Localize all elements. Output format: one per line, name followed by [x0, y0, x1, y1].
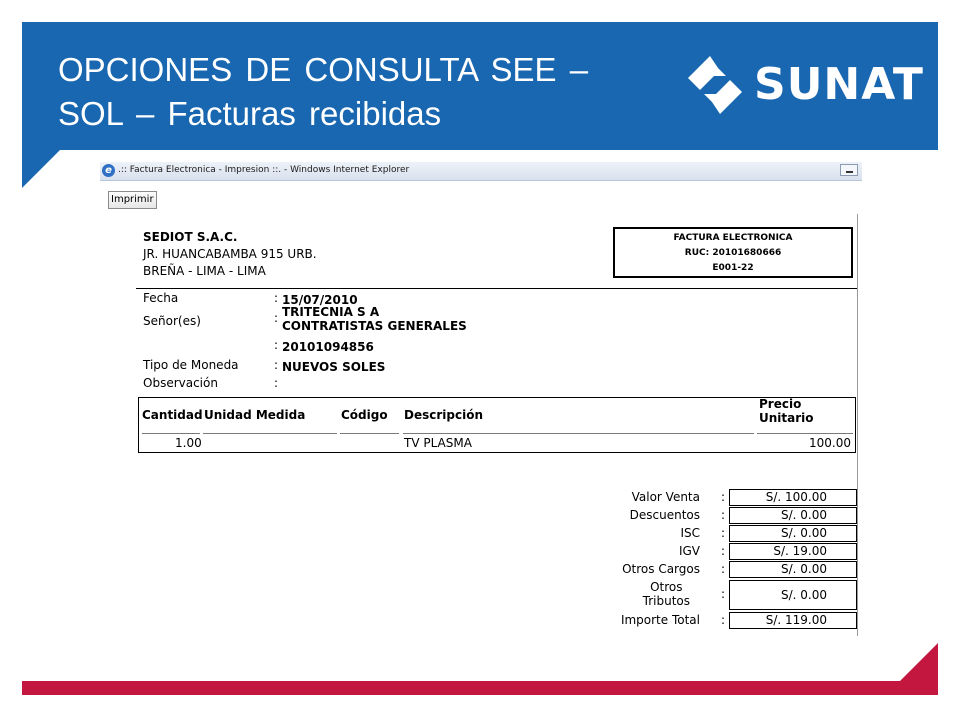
- header-underline: [142, 433, 200, 434]
- issuer-ruc: RUC: 20101680666: [684, 248, 782, 258]
- total-colon: :: [721, 490, 726, 504]
- header-underline: [203, 433, 337, 434]
- field-colon: :: [274, 376, 279, 390]
- slide-title: OPCIONES DE CONSULTA SEE – SOL – Facturas recibidas: [58, 51, 589, 132]
- cell-cantidad: 1.00: [175, 436, 202, 450]
- senor-value-line-1: TRITECNIA S A: [282, 305, 380, 319]
- total-value-igv: S/. 19.00: [729, 543, 857, 560]
- header-underline: [340, 433, 399, 434]
- total-label-otros-cargos: Otros Cargos: [622, 562, 700, 576]
- sunat-logo-icon: [684, 54, 746, 116]
- sunat-logo: [684, 52, 924, 116]
- company-address-line-1: JR. HUANCABAMBA 915 URB.: [143, 247, 317, 261]
- field-colon: :: [274, 311, 279, 325]
- company-address-line-2: BREÑA - LIMA - LIMA: [143, 264, 266, 278]
- invoice-document: [136, 217, 857, 636]
- client-ruc-value: 20101094856: [282, 340, 374, 354]
- total-value-otros-cargos: S/. 0.00: [729, 561, 857, 578]
- header-unidad-medida: Unidad Medida: [204, 408, 306, 422]
- total-colon: :: [721, 613, 726, 627]
- total-value-isc: S/. 0.00: [729, 525, 857, 542]
- field-colon: :: [274, 358, 279, 372]
- window-title: .:: Factura Electronica - Impresion ::. - Windows Internet Explorer: [118, 165, 410, 175]
- header-underline: [403, 433, 754, 434]
- moneda-label: Tipo de Moneda: [143, 358, 239, 372]
- header-precio-line-1: Precio: [759, 397, 802, 411]
- total-label-descuentos: Descuentos: [629, 508, 700, 522]
- window-titlebar[interactable]: [100, 162, 862, 181]
- browser-window: [100, 162, 862, 636]
- header-separator: [136, 288, 857, 289]
- company-name: SEDIOT S.A.C.: [143, 230, 238, 244]
- total-colon: :: [721, 508, 726, 522]
- footer-bar: [22, 681, 938, 695]
- sunat-logo-text: SUNAT: [754, 59, 924, 110]
- total-colon: :: [721, 544, 726, 558]
- ie-icon: e: [102, 164, 115, 177]
- header-banner-fold: [22, 150, 60, 188]
- header-precio-line-2: Unitario: [759, 411, 814, 425]
- items-table: [138, 397, 856, 453]
- total-colon: :: [721, 587, 726, 601]
- company-info: [143, 229, 317, 280]
- footer-triangle: [900, 643, 938, 681]
- moneda-value: NUEVOS SOLES: [282, 360, 386, 374]
- total-label-otros-tributos: Otros Tributos: [642, 580, 690, 608]
- total-colon: :: [721, 526, 726, 540]
- field-colon: :: [274, 338, 279, 352]
- total-value-otros-tributos: S/. 0.00: [729, 580, 857, 610]
- cell-precio-unitario: 100.00: [809, 436, 851, 450]
- total-label-valor-venta: Valor Venta: [631, 490, 700, 504]
- total-label-igv: IGV: [678, 544, 700, 558]
- total-value-valor-venta: S/. 100.00: [729, 489, 857, 506]
- total-label-importe-total: Importe Total: [620, 613, 700, 627]
- header-underline: [757, 433, 853, 434]
- cell-descripcion: TV PLASMA: [404, 436, 472, 450]
- page-border: [857, 214, 858, 636]
- header-descripcion: Descripción: [404, 408, 483, 422]
- document-type: FACTURA ELECTRONICA: [673, 233, 793, 243]
- field-colon: :: [274, 291, 279, 305]
- senor-label: Señor(es): [143, 314, 201, 328]
- document-number: E001-22: [712, 263, 754, 273]
- total-value-importe-total: S/. 119.00: [729, 612, 857, 629]
- document-type-box: [613, 227, 853, 278]
- header-codigo: Código: [341, 408, 388, 422]
- print-button[interactable]: Imprimir: [108, 191, 157, 209]
- fecha-label: Fecha: [143, 291, 179, 305]
- total-label-isc: ISC: [680, 526, 700, 540]
- observacion-label: Observación: [143, 376, 218, 390]
- fecha-value: 15/07/2010: [282, 293, 358, 307]
- minimize-button[interactable]: [840, 164, 858, 176]
- total-value-descuentos: S/. 0.00: [729, 507, 857, 524]
- senor-value-line-2: CONTRATISTAS GENERALES: [282, 319, 467, 333]
- total-colon: :: [721, 562, 726, 576]
- header-cantidad: Cantidad: [142, 408, 203, 422]
